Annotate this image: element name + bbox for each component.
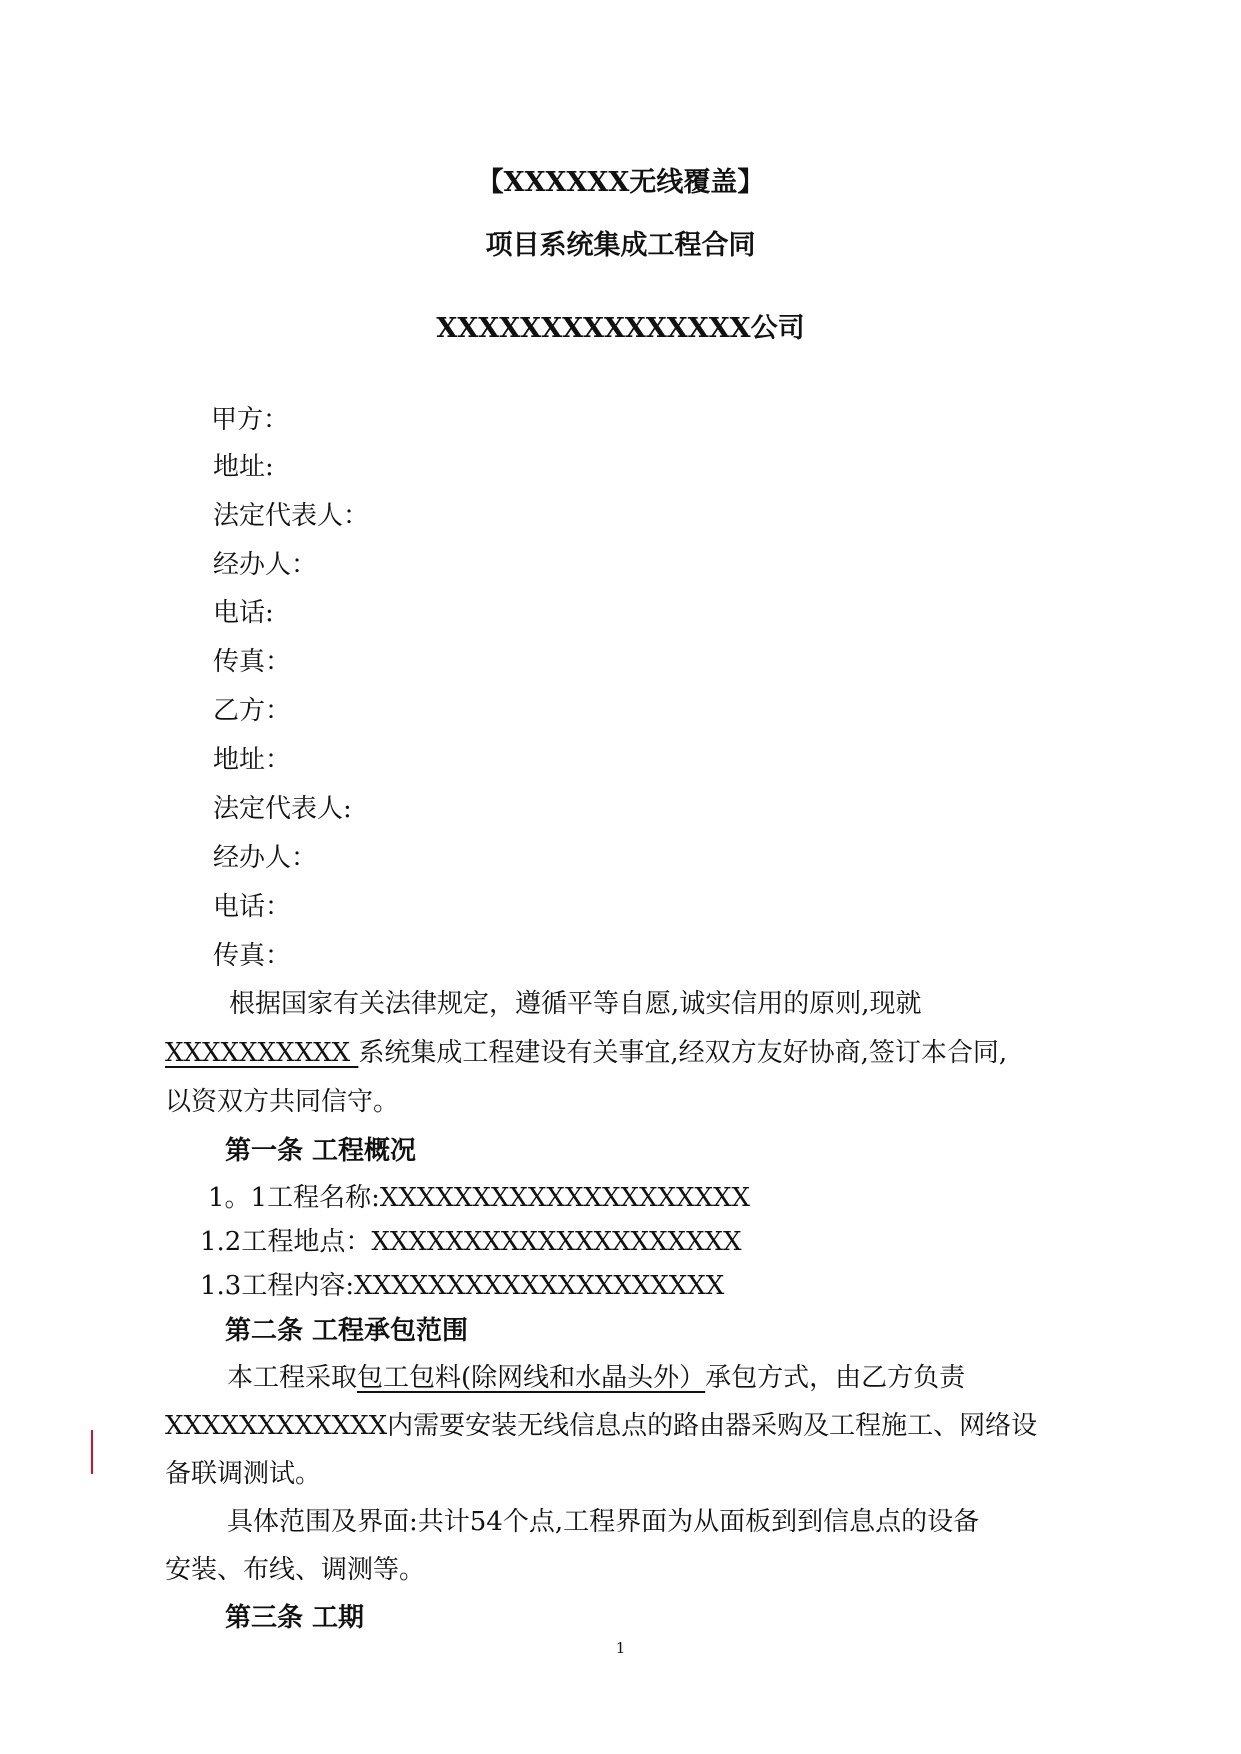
- article2-paragraph2-line1: 具体范围及界面:共计54个点,工程界面为从面板到到信息点的设备: [227, 1507, 980, 1537]
- project-name-blank: XXXXXXXXXX: [165, 1038, 359, 1068]
- party-b-phone: 电话：: [213, 892, 292, 922]
- article1-item3: 1.3工程内容:XXXXXXXXXXXXXXXXXXXX: [200, 1271, 725, 1301]
- document-title-line1: 【XXXXXX无线覆盖】: [476, 167, 765, 198]
- contract-method: 包工包料(除网线和水晶头外）: [357, 1363, 706, 1393]
- document-title-line2: 项目系统集成工程合同: [485, 230, 756, 261]
- party-b-label: 乙方：: [213, 696, 292, 726]
- party-a-phone: 电话:: [213, 598, 274, 628]
- preamble-line2: [165, 1032, 1007, 1069]
- party-a-fax: 传真：: [213, 647, 292, 677]
- article2-paragraph2-line2: 安装、布线、调测等。: [165, 1555, 426, 1585]
- party-b-legal-rep: 法定代表人:: [213, 794, 352, 824]
- party-b-agent: 经办人：: [213, 843, 318, 873]
- party-a-legal-rep: 法定代表人：: [213, 501, 370, 531]
- party-a-agent: 经办人：: [213, 550, 318, 580]
- party-a-label: 甲方：: [211, 405, 290, 435]
- revision-change-bar: [91, 1430, 93, 1474]
- company-name: XXXXXXXXXXXXXXX公司: [436, 313, 805, 344]
- article2-heading: 第二条 工程承包范围: [225, 1316, 469, 1346]
- preamble-line3: 以资双方共同信守。: [165, 1087, 400, 1117]
- article3-heading: 第三条 工期: [225, 1603, 365, 1633]
- party-b-fax: 传真：: [213, 941, 292, 971]
- article1-item2: 1.2工程地点：XXXXXXXXXXXXXXXXXXXX: [200, 1227, 742, 1257]
- preamble-line2-rest: 系统集成工程建设有关事宜,经双方友好协商,签订本合同,: [358, 1038, 1008, 1068]
- article2-p1-suffix: 承包方式，由乙方负责: [705, 1363, 966, 1393]
- page-number: 1: [615, 1639, 626, 1657]
- party-a-address: 地址:: [213, 452, 274, 482]
- article2-p1-prefix: 本工程采取: [227, 1363, 358, 1393]
- article2-paragraph1-line1: [227, 1357, 965, 1394]
- article2-paragraph1-line2: XXXXXXXXXXXX内需要安装无线信息点的路由器采购及工程施工、网络设: [165, 1411, 1038, 1441]
- article2-paragraph1-line3: 备联调测试。: [165, 1459, 322, 1489]
- article1-item1: 1。1工程名称:XXXXXXXXXXXXXXXXXXXX: [208, 1183, 751, 1213]
- article1-heading: 第一条 工程概况: [225, 1136, 417, 1166]
- party-b-address: 地址：: [213, 745, 292, 775]
- preamble-line1: 根据国家有关法律规定，遵循平等自愿,诚实信用的原则,现就: [229, 989, 922, 1019]
